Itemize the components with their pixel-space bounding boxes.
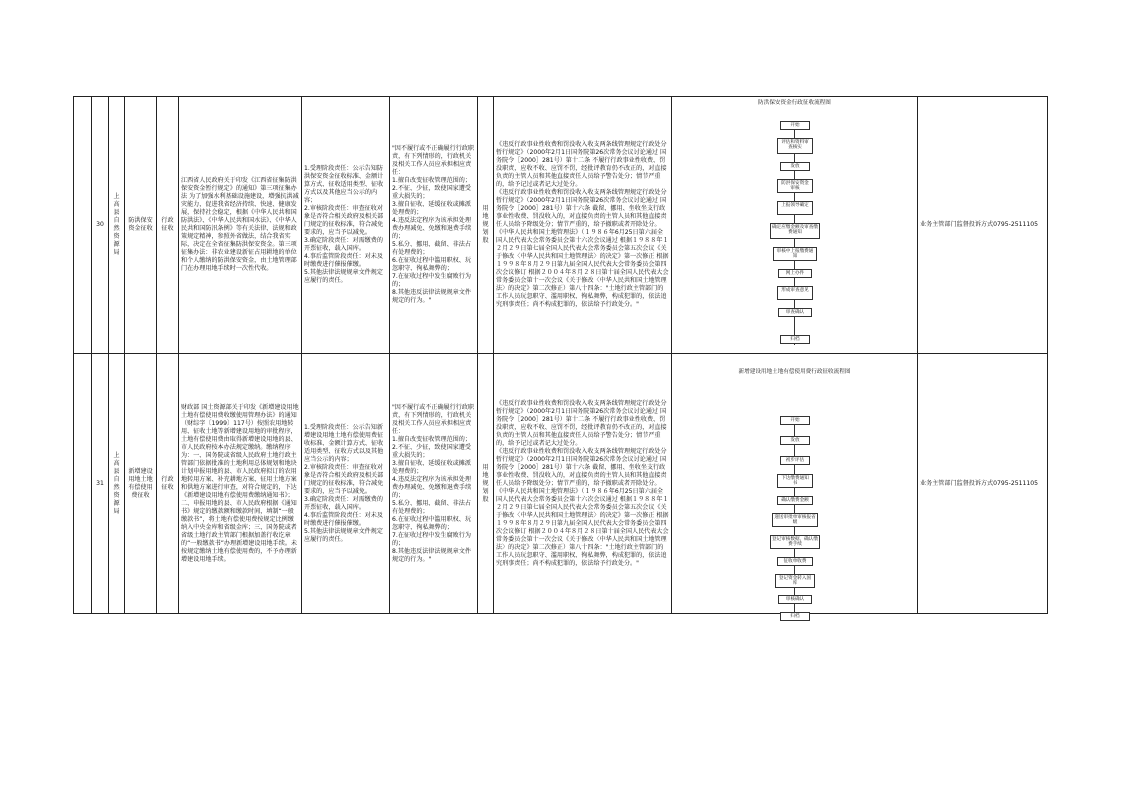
flow-step: 审核中上报缴费通知 xyxy=(773,247,817,261)
flow-step: 发放 xyxy=(780,436,810,445)
flow-step: 防洪保安资金审核 xyxy=(777,179,813,193)
flowchart xyxy=(672,99,917,355)
flow-step: 发放 xyxy=(780,162,810,171)
flow-step: 征收单收费 xyxy=(777,557,813,566)
flow-step: 形成审查意见 xyxy=(777,286,813,300)
contact-cell: 业务主管部门监督投诉方式0795-2511105 xyxy=(918,354,1048,614)
power-list-table xyxy=(73,96,1048,619)
flow-step: 开始 xyxy=(780,121,810,130)
flow-step: 登记审核数据，确认缴费手续 xyxy=(770,535,820,549)
row-number: 31 xyxy=(92,354,109,614)
duty-cell: 1.受理阶段责任：公示告知新增建设用地土地有偿使用费征收标准、金额计算方式、征收适用类型、征收方式以及其他应当公示的内容； 2.审核阶段责任：审查征收对象是否符合相关政府及相关部门规定的征收标准，符合减免要求的，应当予以减免。 3.确定阶段责任：对需缴费的开票征收，载入国库。 4.事后监管阶段责任：对未及时缴费进行催报催缴。 5.其他法律法规规章文件规定应履行的责任。 xyxy=(302,354,390,614)
responsible-unit-cell: 用地规划股 xyxy=(478,354,494,614)
legal-basis-cell: 财政部 国土资源部关于印发《新增建设用地土地有偿使用费收缴使用管理办法》的通知（财综字〔1999〕117号）按照农用地转用、征收土地等新增建设用地的审批程序，土地有偿使用费由取得新增建设用地的县、市人民政府按本办法规定缴纳。缴纳程序为：一、国务院或省级人民政府土地行政主管部门依据批准的土地利用总体规划和地块计划申报用地的县、市人民政府拟订的农用地转用方案、补充耕地方案、征用土地方案和供地方案进行审查，对符合规定的，下达《新增建设用地有偿使用费缴纳通知书》；二、申报用地的县、市人民政府根据《通知书》规定的缴款额和缴款时间，填制“一般缴款书”，将土地有偿使用费按规定比例缴纳入中央金库和省级金库；三、国务院或者省级土地行政主管部门根据加盖行收讫章的“一般缴款书”办理新增建设用地手续。未按规定缴纳土地有偿使用费的，不予办理新增建设用地手续。 xyxy=(179,354,302,614)
flow-step: 开始 xyxy=(780,416,810,425)
flow-step: 确定应缴金额及审查缴费通知 xyxy=(770,223,820,239)
law-basis-cell: 《违反行政事业性收费和罚没收入收支两条线管理规定行政处分暂行规定》（2000年2月1日国务院第26次常务会议讨论通过 国务院令［2000］281号）第十二条 不履行行政事业性收费、罚没职责，应收不收、应罚不罚，经批评教育仍不改正的，对直接负责的主管人员和其他直接责任人员给予警告处分；情节严重的，给予记过或者记大过处分。 《违反行政事业性收费和罚没收入收支两条线管理规定行政处分暂行规定》（2000年2月1日国务院第26次常务会议讨论通过 国务院令［2000］281号）第十六条 截留、挪用、坐收坐支行政事业性收费、罚没收入的，对直接负责的主管人员和其他直接责任人员给予降级处分；情节严重的，给予撤职或者开除处分。 《中华人民共和国土地管理法》（１９８６年6月25日第六届全国人民代表大会常务委员会第十六次会议通过 根据１９８８年１２月２９日第七届全国人民代表大会常务委员会第五次会议《关于修改〈中华人民共和国土地管理法〉的决定》第一次修正 根据１９９８年８月２９日第九届全国人民代表大会常务委员会第四次会议修订 根据２００４年８月２８日第十届全国人民代表大会常务委员会第十一次会议《关于修改〈中华人民共和国土地管理法〉的决定》第二次修正）第八十四条："土地行政主管部门的工作人员玩忽职守、滥用职权、徇私舞弊，构成犯罪的，依法追究刑事责任；尚不构成犯罪的，依法给予行政处分。" xyxy=(494,97,672,354)
accountability-cell: "因不履行或不正确履行行政职责，有下列情形的，行政机关及相关工作人员应承担相应责任： 1.擅自改变征收管理范围的； 2.不征、少征，致使国家遭受重大损失的； 3.擅自征收、延缓征收或摊派处理费的； 4.违反法定程序为该承担处理费办理减免、免缴和退费手续的； 5.私分、挪用、截留、非法占有处理费的； 6.在征收过程中滥用职权、玩忽职守、徇私舞弊的； 7.在征收过程中发生腐败行为的； 8.其他违反法律法规规章文件规定的行为。" xyxy=(390,97,478,354)
responsible-unit-cell: 用地规划股 xyxy=(478,97,494,354)
flow-step: 下达缴费通知书 xyxy=(777,474,813,488)
table-row xyxy=(74,97,1048,354)
flow-step: 登记资金转入国库 xyxy=(775,574,815,588)
department-cell: 上高县自然资源局 xyxy=(109,97,125,354)
flow-step: 归档 xyxy=(780,612,810,621)
row-number: 30 xyxy=(92,97,109,354)
flow-step: 初步评估 xyxy=(780,456,810,465)
flowchart-cell xyxy=(672,97,918,354)
flowchart xyxy=(672,368,917,627)
power-type-cell: 行政征收 xyxy=(157,354,179,614)
flow-step: 评估和资料审查核实 xyxy=(777,138,813,154)
duty-cell: 1.受理阶段责任：公示告知防洪保安资金征收标准、金额计算方式、征收适用类型、征收方式以及其他应当公示的内容； 2.审核阶段责任：审查征收对象是否符合相关政府及相关部门规定的征收标准，符合减免要求的，应当予以减免。 3.确定阶段责任：对需缴费的开票征收，载入国库。 4.事后监管阶段责任：对未及时缴费进行催报催缴。 5.其他法律法规规章文件规定应履行的责任。 xyxy=(302,97,390,354)
law-basis-cell: 《违反行政事业性收费和罚没收入收支两条线管理规定行政处分暂行规定》（2000年2月1日国务院第26次常务会议讨论通过 国务院令［2000］281号）第十二条 不履行行政事业性收费、罚没职责，应收不收、应罚不罚，经批评教育仍不改正的，对直接负责的主管人员和其他直接责任人员给予警告处分；情节严重的，给予记过或者记大过处分。 《违反行政事业性收费和罚没收入收支两条线管理规定行政处分暂行规定》（2000年2月1日国务院第26次常务会议讨论通过 国务院令［2000］281号）第十六条 截留、挪用、坐收坐支行政事业性收费、罚没收入的，对直接负责的主管人员和其他直接责任人员给予降级处分；情节严重的，给予撤职或者开除处分。 《中华人民共和国土地管理法》（１９８６年6月25日第六届全国人民代表大会常务委员会第十六次会议通过 根据１９８８年１２月２９日第七届全国人民代表大会常务委员会第五次会议《关于修改〈中华人民共和国土地管理法〉的决定》第一次修正 根据１９９８年８月２９日第九届全国人民代表大会常务委员会第四次会议修订 根据２００４年８月２８日第十届全国人民代表大会常务委员会第十一次会议《关于修改〈中华人民共和国土地管理法〉的决定》第二次修正）第八十四条："土地行政主管部门的工作人员玩忽职守、滥用职权、徇私舞弊，构成犯罪的，依法追究刑事责任；尚不构成犯罪的，依法给予行政处分。" xyxy=(494,354,672,614)
accountability-cell: "因不履行或不正确履行行政职责，有下列情形的，行政机关及相关工作人员应承担相应责任： 1.擅自改变征收管理范围的； 2.不征、少征，致使国家遭受重大损失的； 3.擅自征收、延缓征收或摊派处理费的； 4.违反法定程序为该承担处理费办理减免、免缴和退费手续的； 5.私分、挪用、截留、非法占有处理费的； 6.在征收过程中滥用职权、玩忽职守、徇私舞弊的； 7.在征收过程中发生腐败行为的； 8.其他违反法律法规规章文件规定的行为。" xyxy=(390,354,478,614)
table-row xyxy=(74,354,1048,614)
power-type-cell: 行政征收 xyxy=(157,97,179,354)
flow-step: 审查确认 xyxy=(778,308,812,317)
flowchart-title: 防洪保安资金行政征收流程图 xyxy=(758,100,831,106)
contact-cell: 业务主管部门监督投诉方式0795-2511105 xyxy=(918,97,1048,354)
legal-basis-cell: 江西省人民政府关于印发《江西省征集防洪保安资金暂行规定》的通知》第三项征集办法 为了加强水利基础设施建设，增强抗洪减灾能力，促进我省经济持续、快速、健康发展，保持社会稳定，根据《中华人民共和国防洪法》、《中华人民共和国水法》、《中华人民共和国防汛条例》等有关法律、法规和政策规定精神，参照外省做法，结合我省实际，决定在全省征集防洪保安资金。第三项征集办法：非农业建设新征占用耕地的单位和个人缴纳的防洪保安资金，由土地管理部门在办理用地手续时一次性代收。 xyxy=(179,97,302,354)
row-empty-cell xyxy=(74,354,92,614)
flowchart-title: 新增建设用地土地有偿使用费行政征收流程图 xyxy=(738,369,851,375)
flow-step: 递送审批单审核报省级 xyxy=(772,513,818,527)
flow-step: 上报领导确定 xyxy=(777,201,813,215)
power-name-cell: 新增建设用地土地有偿使用费征收 xyxy=(125,354,157,614)
power-name-cell: 防洪保安资金征收 xyxy=(125,97,157,354)
flow-step: 审核确认 xyxy=(778,595,812,604)
flow-step: 确认缴费金额 xyxy=(777,496,813,505)
flowchart-cell xyxy=(672,354,918,619)
flow-step: 网上办件 xyxy=(778,269,812,278)
flow-step: 归档 xyxy=(780,335,810,344)
department-cell: 上高县自然资源局 xyxy=(109,354,125,614)
row-empty-cell xyxy=(74,97,92,354)
